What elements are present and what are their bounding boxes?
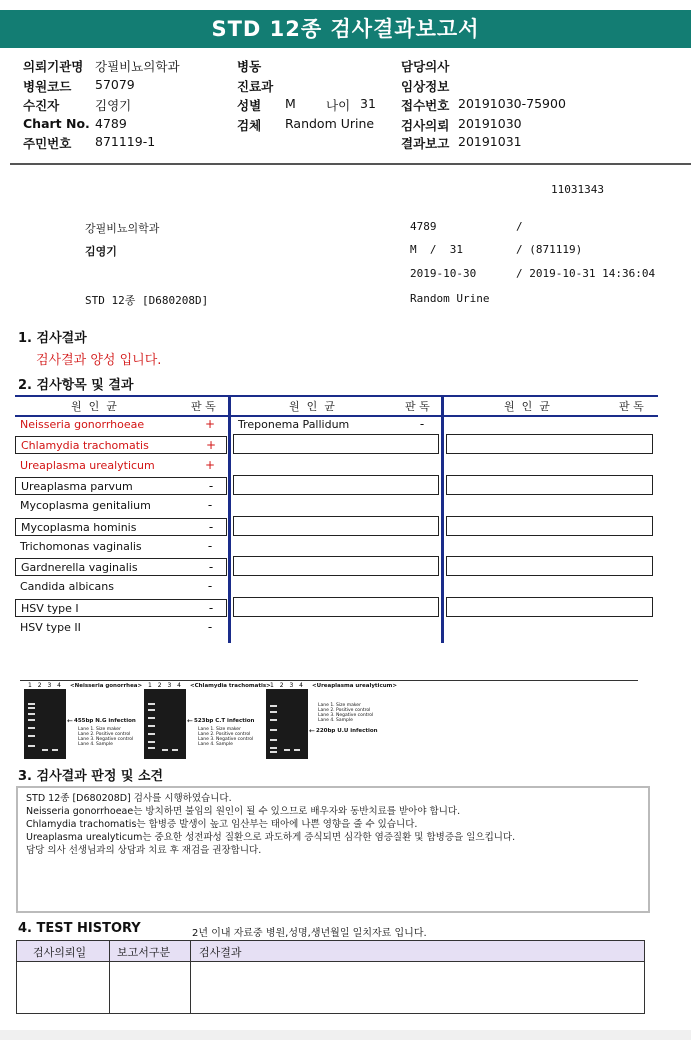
gel-annotation: 455bp N.G infection: [74, 718, 136, 724]
gel-band: [270, 747, 277, 749]
result-row: [15, 436, 227, 454]
header-label: 성별: [237, 98, 262, 113]
gel-band: [148, 747, 155, 749]
gel-band: [28, 735, 35, 737]
section1-heading: 1. 검사결과: [18, 331, 87, 346]
info-specimen: Random Urine: [410, 292, 490, 305]
col-result-2: 판 독: [405, 400, 430, 413]
gel-electrophoresis-figure: [20, 680, 638, 766]
history-col: 검사결과: [199, 946, 242, 959]
gel-lane-numbers: 1 2 3 4: [28, 682, 63, 689]
empty-result-cell: [233, 475, 439, 495]
section4-heading: 4. TEST HISTORY: [18, 921, 141, 936]
gel-lane-numbers: 1 2 3 4: [270, 682, 305, 689]
result-row: [15, 558, 227, 576]
column-divider: [441, 395, 444, 643]
gel-band: [270, 751, 277, 753]
gel-band: [270, 729, 277, 731]
gel-legend-line: Lane 4. Sample: [78, 742, 113, 747]
empty-result-cell: [233, 516, 439, 536]
history-col: 검사의뢰일: [33, 946, 87, 959]
gel-legend-line: Lane 2. Positive control: [78, 732, 131, 737]
gel-lane-numbers: 1 2 3 4: [148, 682, 183, 689]
gel-band: [148, 709, 155, 711]
header-value: 4789: [95, 116, 127, 131]
pathogen-name: Gardnerella vaginalis: [21, 561, 138, 575]
info-report-datetime: / 2019-10-31 14:36:04: [516, 267, 656, 280]
history-col-divider: [109, 941, 110, 1013]
gel-title: <Chlamydia trachomatis>: [190, 683, 271, 689]
pathogen-result: +: [204, 457, 216, 472]
header-value: 강필비뇨의학과: [95, 59, 180, 74]
header-value: Random Urine: [285, 116, 375, 131]
header-label: 병원코드: [23, 79, 72, 94]
opinion-line: 담당 의사 선생님과의 상담과 치료 후 재검을 권장합니다.: [26, 845, 262, 856]
info-name: 김영기: [85, 245, 117, 258]
header-value: 20191031: [458, 134, 522, 149]
header-label: 주민번호: [23, 136, 72, 151]
gel-band: [162, 749, 168, 751]
header-label: 진료과: [237, 79, 274, 94]
pathogen-name: Ureaplasma urealyticum: [20, 458, 155, 472]
result-row: [15, 477, 227, 495]
gel-image: [24, 689, 66, 759]
document-number: 11031343: [551, 183, 604, 196]
gel-band: [42, 749, 48, 751]
opinion-box: [16, 786, 650, 913]
gel-band: [294, 749, 300, 751]
pathogen-result: -: [207, 538, 213, 553]
gel-band: [28, 713, 35, 715]
gel-title: <Neisseria gonorrhea>: [70, 683, 143, 689]
pathogen-result: -: [207, 498, 213, 513]
gel-band: [172, 749, 178, 751]
pathogen-name: Chlamydia trachomatis: [21, 439, 149, 453]
arrow-icon: ←: [187, 717, 193, 725]
pathogen-result: -: [207, 620, 213, 634]
header-label: Chart No.: [23, 116, 90, 131]
gel-legend-line: Lane 3. Negative control: [318, 713, 374, 718]
header-label: 임상정보: [401, 79, 450, 94]
pathogen-name: HSV type I: [21, 601, 79, 615]
info-birth: / (871119): [516, 243, 583, 256]
result-row: [15, 416, 227, 434]
gel-band: [52, 749, 58, 751]
pathogen-name: Treponema Pallidum: [238, 418, 350, 431]
age-value: 31: [360, 96, 376, 111]
info-sex-age: M / 31: [410, 243, 463, 256]
gel-band: [148, 717, 155, 719]
header-value: M: [285, 96, 296, 111]
gel-title: <Ureaplasma urealyticum>: [312, 683, 397, 689]
gel-band: [28, 745, 35, 747]
history-table: [16, 940, 645, 1014]
header-label: 검사의뢰: [401, 118, 450, 133]
gel-band: [270, 705, 277, 707]
empty-result-cell: [233, 556, 439, 576]
opinion-line: STD 12종 [D680208D] 검사를 시행하였습니다.: [26, 793, 232, 804]
result-row: [15, 518, 227, 536]
gel-legend-line: Lane 1. Size maker: [78, 727, 121, 732]
col-pathogen-3: 원 인 균: [504, 400, 550, 413]
empty-result-cell: [446, 434, 653, 454]
section3-heading: 3. 검사결과 판정 및 소견: [18, 769, 164, 784]
header-label: 검체: [237, 118, 262, 133]
gel-band: [270, 711, 277, 713]
gel-legend-line: Lane 3. Negative control: [78, 737, 134, 742]
history-note: 2년 이내 자료중 병원,성명,생년월일 일치자료 입니다.: [192, 928, 427, 939]
gel-legend-line: Lane 2. Positive control: [318, 708, 371, 713]
empty-result-cell: [446, 516, 653, 536]
header-label: 접수번호: [401, 98, 450, 113]
empty-result-cell: [233, 597, 439, 617]
gel-legend-line: Lane 2. Positive control: [198, 732, 251, 737]
gel-image: [144, 689, 186, 759]
header-value: 김영기: [95, 98, 132, 113]
gel-band: [148, 733, 155, 735]
arrow-icon: ←: [309, 727, 315, 735]
info-clinic: 강필비뇨의학과: [85, 222, 160, 235]
age-label: 나이: [326, 98, 351, 113]
gel-band: [148, 703, 155, 705]
info-chart: 4789: [410, 220, 437, 233]
gel-legend-line: Lane 3. Negative control: [198, 737, 254, 742]
arrow-icon: ←: [67, 717, 73, 725]
gel-band: [148, 741, 155, 743]
pathogen-result: -: [208, 478, 214, 493]
pathogen-result: -: [208, 519, 214, 534]
pathogen-name: HSV type II: [20, 621, 81, 634]
gel-image: [266, 689, 308, 759]
pathogen-name: Candida albicans: [20, 580, 114, 594]
pathogen-result: -: [208, 560, 214, 575]
pathogen-result: -: [419, 417, 425, 431]
gel-band: [28, 707, 35, 709]
gel-band: [28, 703, 35, 705]
empty-result-cell: [446, 556, 653, 576]
gel-band: [28, 727, 35, 729]
header-value: 871119-1: [95, 134, 156, 149]
info-slash: /: [516, 220, 523, 233]
pathogen-result: -: [208, 600, 214, 615]
history-col-divider: [190, 941, 191, 1013]
gel-band: [28, 719, 35, 721]
opinion-line: Neisseria gonorrhoeae는 방치하면 불임의 원인이 될 수 있으므로 배우자와 동반치료를 받아야 합니다.: [26, 806, 461, 817]
result-row: [15, 619, 227, 637]
pathogen-name: Mycoplasma hominis: [21, 520, 137, 534]
gel-legend-line: Lane 4. Sample: [318, 718, 353, 723]
col-result-1: 판 독: [191, 400, 216, 413]
result-row: [233, 416, 438, 434]
result-row: [15, 457, 227, 475]
pathogen-name: Ureaplasma parvum: [21, 479, 133, 493]
col-pathogen-1: 원 인 균: [71, 400, 117, 413]
gel-band: [148, 725, 155, 727]
gel-band: [284, 749, 290, 751]
section2-heading: 2. 검사항목 및 결과: [18, 378, 134, 393]
gel-annotation: 523bp C.T infection: [194, 718, 255, 724]
result-row: [15, 578, 227, 596]
result-row: [15, 538, 227, 556]
result-row: [15, 497, 227, 515]
results-table-header: [15, 395, 658, 417]
gel-band: [270, 719, 277, 721]
pathogen-name: Mycoplasma genitalium: [20, 499, 151, 513]
info-test-code: STD 12종 [D680208D]: [85, 294, 209, 307]
header-label: 수진자: [23, 98, 60, 113]
pathogen-name: Trichomonas vaginalis: [20, 539, 142, 553]
gel-legend-line: Lane 1. Size maker: [198, 727, 241, 732]
gel-legend-line: Lane 1. Size maker: [318, 703, 361, 708]
gel-annotation: 220bp U.U infection: [316, 728, 378, 734]
empty-result-cell: [233, 434, 439, 454]
header-label: 결과보고: [401, 136, 450, 151]
gel-band: [270, 739, 277, 741]
column-divider: [228, 395, 231, 643]
empty-result-cell: [446, 597, 653, 617]
header-label: 의뢰기관명: [23, 59, 84, 74]
opinion-line: Chlamydia trachomatis는 합병증 발생이 높고 임산부는 태아에 나쁜 영향을 줄 수 있습니다.: [26, 819, 418, 830]
report-title: STD 12종 검사결과보고서: [0, 10, 691, 48]
result-summary: 검사결과 양성 입니다.: [36, 353, 162, 368]
header-value: 20191030-75900: [458, 96, 566, 111]
gel-legend-line: Lane 4. Sample: [198, 742, 233, 747]
opinion-line: Ureaplasma urealyticum는 중요한 성전파성 질환으로 과도하게 증식되면 심각한 염증질환 및 합병증을 일으킵니다.: [26, 832, 516, 843]
col-result-3: 판 독: [619, 400, 644, 413]
header-label: 담당의사: [401, 59, 450, 74]
pathogen-result: -: [207, 579, 213, 594]
pathogen-result: +: [204, 417, 216, 431]
header-divider: [10, 163, 691, 165]
header-label: 병동: [237, 59, 262, 74]
info-request-date: 2019-10-30: [410, 267, 477, 280]
history-table-header: [17, 941, 644, 962]
empty-result-cell: [446, 475, 653, 495]
pathogen-name: Neisseria gonorrhoeae: [20, 418, 145, 431]
history-col: 보고서구분: [117, 946, 171, 959]
col-pathogen-2: 원 인 균: [289, 400, 335, 413]
header-value: 20191030: [458, 116, 522, 131]
result-row: [15, 599, 227, 617]
pathogen-result: +: [205, 438, 217, 453]
header-value: 57079: [95, 77, 135, 92]
